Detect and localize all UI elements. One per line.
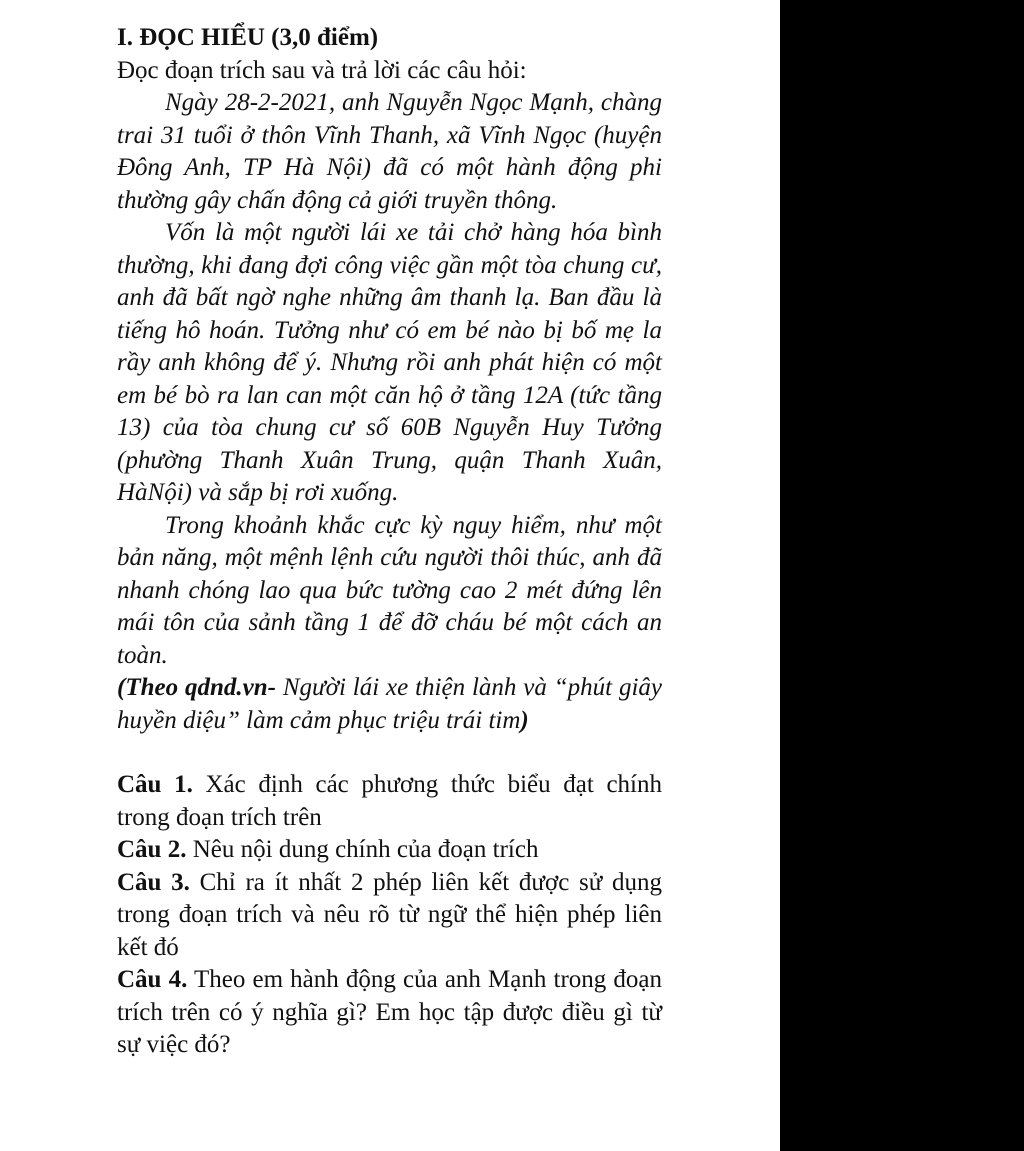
question-4: [117, 964, 662, 1062]
source-title: Người lái xe thiện lành và “phút giây huyền diệu” làm cảm phục triệu trái tim: [117, 674, 663, 734]
question-3-label: Câu 3.: [117, 868, 190, 896]
question-3: [117, 867, 662, 965]
question-2-text: Nêu nội dung chính của đoạn trích: [186, 836, 539, 863]
question-3-text: Chỉ ra ít nhất 2 phép liên kết được sử dụng trong đoạn trích và nêu rõ từ ngữ thể hiện phép liên kết đó: [117, 868, 662, 961]
question-1-text: Xác định các phương thức biểu đạt chính trong đoạn trích trên: [117, 771, 662, 831]
passage-paragraph-1: Ngày 28-2-2021, anh Nguyễn Ngọc Mạnh, chàng trai 31 tuổi ở thôn Vĩnh Thanh, xã Vĩnh Ngọc (huyện Đông Anh, TP Hà Nội) đã có một hành động phi thường gây chấn động cả giới truyền thông.: [117, 89, 662, 214]
source-citation: [117, 672, 662, 737]
passage-paragraph-2: Vốn là một người lái xe tải chở hàng hóa bình thường, khi đang đợi công việc gần một tòa chung cư, anh đã bất ngờ nghe những âm thanh lạ. Ban đầu là tiếng hô hoán. Tưởng như có em bé nào bị bố mẹ la rầy anh không để ý. Nhưng rồi anh phát hiện có một em bé bò ra lan can một căn hộ ở tầng 12A (tức tầng 13) của tòa chung cư số 60B Nguyễn Huy Tưởng (phường Thanh Xuân Trung, quận Thanh Xuân, HàNội) và sắp bị rơi xuống.: [117, 219, 662, 506]
source-prefix: (Theo qdnd.vn-: [117, 674, 276, 701]
question-2-label: Câu 2.: [117, 836, 187, 863]
question-2: [117, 834, 662, 867]
source-suffix: ): [520, 706, 529, 734]
document-content: [117, 22, 662, 1062]
passage-paragraph-3: Trong khoảnh khắc cực kỳ nguy hiểm, như một bản năng, một mệnh lệnh cứu người thôi thúc, anh đã nhanh chóng lao qua bức tường cao 2 mét đứng lên mái tôn của sảnh tầng 1 để đỡ cháu bé một cách an toàn.: [117, 511, 662, 669]
instruction-text: Đọc đoạn trích sau và trả lời các câu hỏi:: [117, 56, 527, 84]
question-4-text: Theo em hành động của anh Mạnh trong đoạn trích trên có ý nghĩa gì? Em học tập được điều gì từ sự việc đó?: [117, 966, 662, 1058]
section-heading: I. ĐỌC HIỂU (3,0 điểm): [117, 24, 379, 51]
spacer: [117, 737, 662, 769]
question-4-label: Câu 4.: [117, 966, 188, 993]
question-1-label: Câu 1.: [117, 771, 193, 798]
question-1: [117, 769, 662, 834]
